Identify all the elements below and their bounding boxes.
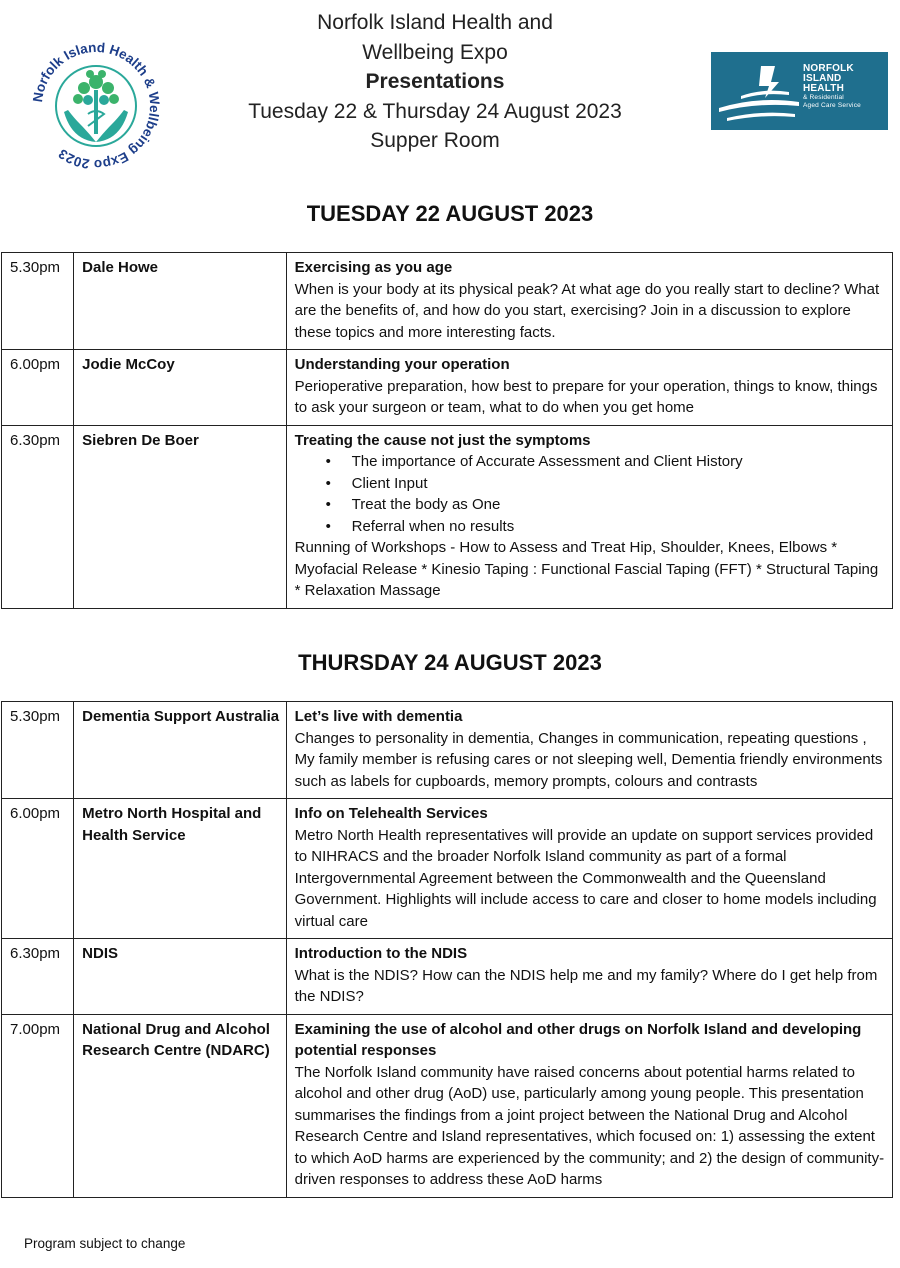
health-brand-text xyxy=(803,64,861,110)
presentations-heading: Presentations xyxy=(365,70,505,93)
event-header xyxy=(215,8,655,156)
session-description: What is the NDIS? How can the NDIS help me and my family? Where do I get help from the NDIS? xyxy=(294,966,878,1005)
session-time: 6.00pm xyxy=(2,350,74,426)
footer-note: Program subject to change xyxy=(24,1236,186,1251)
session-description: Changes to personality in dementia, Changes in communication, repeating questions , My family member is refusing cares or not sleeping well, Dementia friendly environments such as labels for cupboards, memory prompts, colours and contrasts xyxy=(294,729,883,790)
event-title-line-2: Wellbeing Expo xyxy=(362,40,508,64)
day-heading-thursday: THURSDAY 24 AUGUST 2023 xyxy=(298,650,602,675)
session-topic xyxy=(286,799,892,939)
list-item: • Client Input xyxy=(352,473,886,495)
table-row xyxy=(2,253,893,350)
norfolk-island-health-logo xyxy=(711,52,888,130)
session-title: Introduction to the NDIS xyxy=(294,945,468,962)
session-presenter: NDIS xyxy=(74,939,286,1015)
session-topic xyxy=(286,702,892,799)
list-item: • Referral when no results xyxy=(352,516,886,538)
table-row xyxy=(2,702,893,799)
session-presenter: Jodie McCoy xyxy=(74,350,286,426)
session-topic xyxy=(286,350,892,426)
session-topic xyxy=(286,939,892,1015)
event-title-line-1: Norfolk Island Health and xyxy=(317,11,553,34)
table-row xyxy=(2,799,893,939)
session-time: 7.00pm xyxy=(2,1014,74,1197)
day-heading-tuesday: TUESDAY 22 AUGUST 2023 xyxy=(306,201,594,226)
logo-ring-text: Norfolk Island Health & Wellbeing Expo 2023 xyxy=(30,39,163,173)
session-topic xyxy=(286,1014,892,1197)
session-title: Info on Telehealth Services xyxy=(294,805,488,822)
list-item: • The importance of Accurate Assessment and Client History xyxy=(352,451,886,473)
health-mark-icon xyxy=(711,52,803,130)
brand-subline: Aged Care Service xyxy=(803,102,861,109)
session-presenter: Siebren De Boer xyxy=(74,425,286,608)
schedule-table-thursday xyxy=(1,701,893,1198)
table-row xyxy=(2,1014,893,1197)
session-presenter: Dale Howe xyxy=(74,253,286,350)
session-time: 6.30pm xyxy=(2,425,74,608)
session-topic xyxy=(286,253,892,350)
session-topic xyxy=(286,425,892,608)
expo-logo xyxy=(28,38,164,174)
brand-subline: & Residential xyxy=(803,94,844,101)
schedule-table-tuesday xyxy=(1,252,893,609)
list-item: • Treat the body as One xyxy=(352,494,886,516)
session-title: Treating the cause not just the symptoms xyxy=(294,431,591,449)
session-presenter: Metro North Hospital and Health Service xyxy=(74,799,286,939)
table-row xyxy=(2,939,893,1015)
table-row xyxy=(2,350,893,426)
session-time: 6.30pm xyxy=(2,939,74,1015)
session-description: When is your body at its physical peak? At what age do you really start to decline? What are the benefits of, and how do you start, exercising? Join in a discussion to explore these topics and more interesting facts. xyxy=(294,280,880,341)
session-title: Exercising as you age xyxy=(294,259,453,276)
session-time: 5.30pm xyxy=(2,702,74,799)
session-description: The Norfolk Island community have raised concerns about potential harms related to alcohol and other drug (AoD) use, particularly among young people. This presentation summarises the findings from a joint project between the National Drug and Alcohol Research Centre and Island representatives, which focused on: 1) assessing the extent to which AoD harms are experienced by the community; and 2) the design of community-driven responses to address these AoD harms xyxy=(294,1063,885,1188)
session-title: Understanding your operation xyxy=(294,356,510,373)
brand-line: ISLAND xyxy=(803,73,842,84)
event-venue: Supper Room xyxy=(370,129,500,152)
session-presenter: Dementia Support Australia xyxy=(74,702,286,799)
session-title: Let’s live with dementia xyxy=(294,708,463,725)
session-presenter: National Drug and Alcohol Research Centre (NDARC) xyxy=(74,1014,286,1197)
event-dates: Tuesday 22 & Thursday 24 August 2023 xyxy=(248,99,622,123)
brand-line: NORFOLK xyxy=(803,63,854,74)
session-title: Examining the use of alcohol and other drugs on Norfolk Island and developing potential responses xyxy=(294,1020,862,1059)
session-time: 6.00pm xyxy=(2,799,74,939)
session-description: Metro North Health representatives will provide an update on support services provided to NIHRACS and the broader Norfolk Island community as part of a formal Intergovernmental Agreement between the Commonwealth and the Queensland Government. Highlights will include access to care and closer to home models including virtual care xyxy=(294,826,877,930)
session-description: Perioperative preparation, how best to prepare for your operation, things to know, things to ask your surgeon or team, what to do when you get home xyxy=(294,377,878,416)
brand-line: HEALTH xyxy=(803,83,845,94)
session-time: 5.30pm xyxy=(2,253,74,350)
table-row xyxy=(2,425,893,608)
session-description: Running of Workshops - How to Assess and Treat Hip, Shoulder, Knees, Elbows * Myofacial Release * Kinesio Taping : Functional Fascial Taping (FFT) * Structural Taping * Relaxation Massage xyxy=(294,539,879,599)
bullet-list xyxy=(295,451,886,537)
